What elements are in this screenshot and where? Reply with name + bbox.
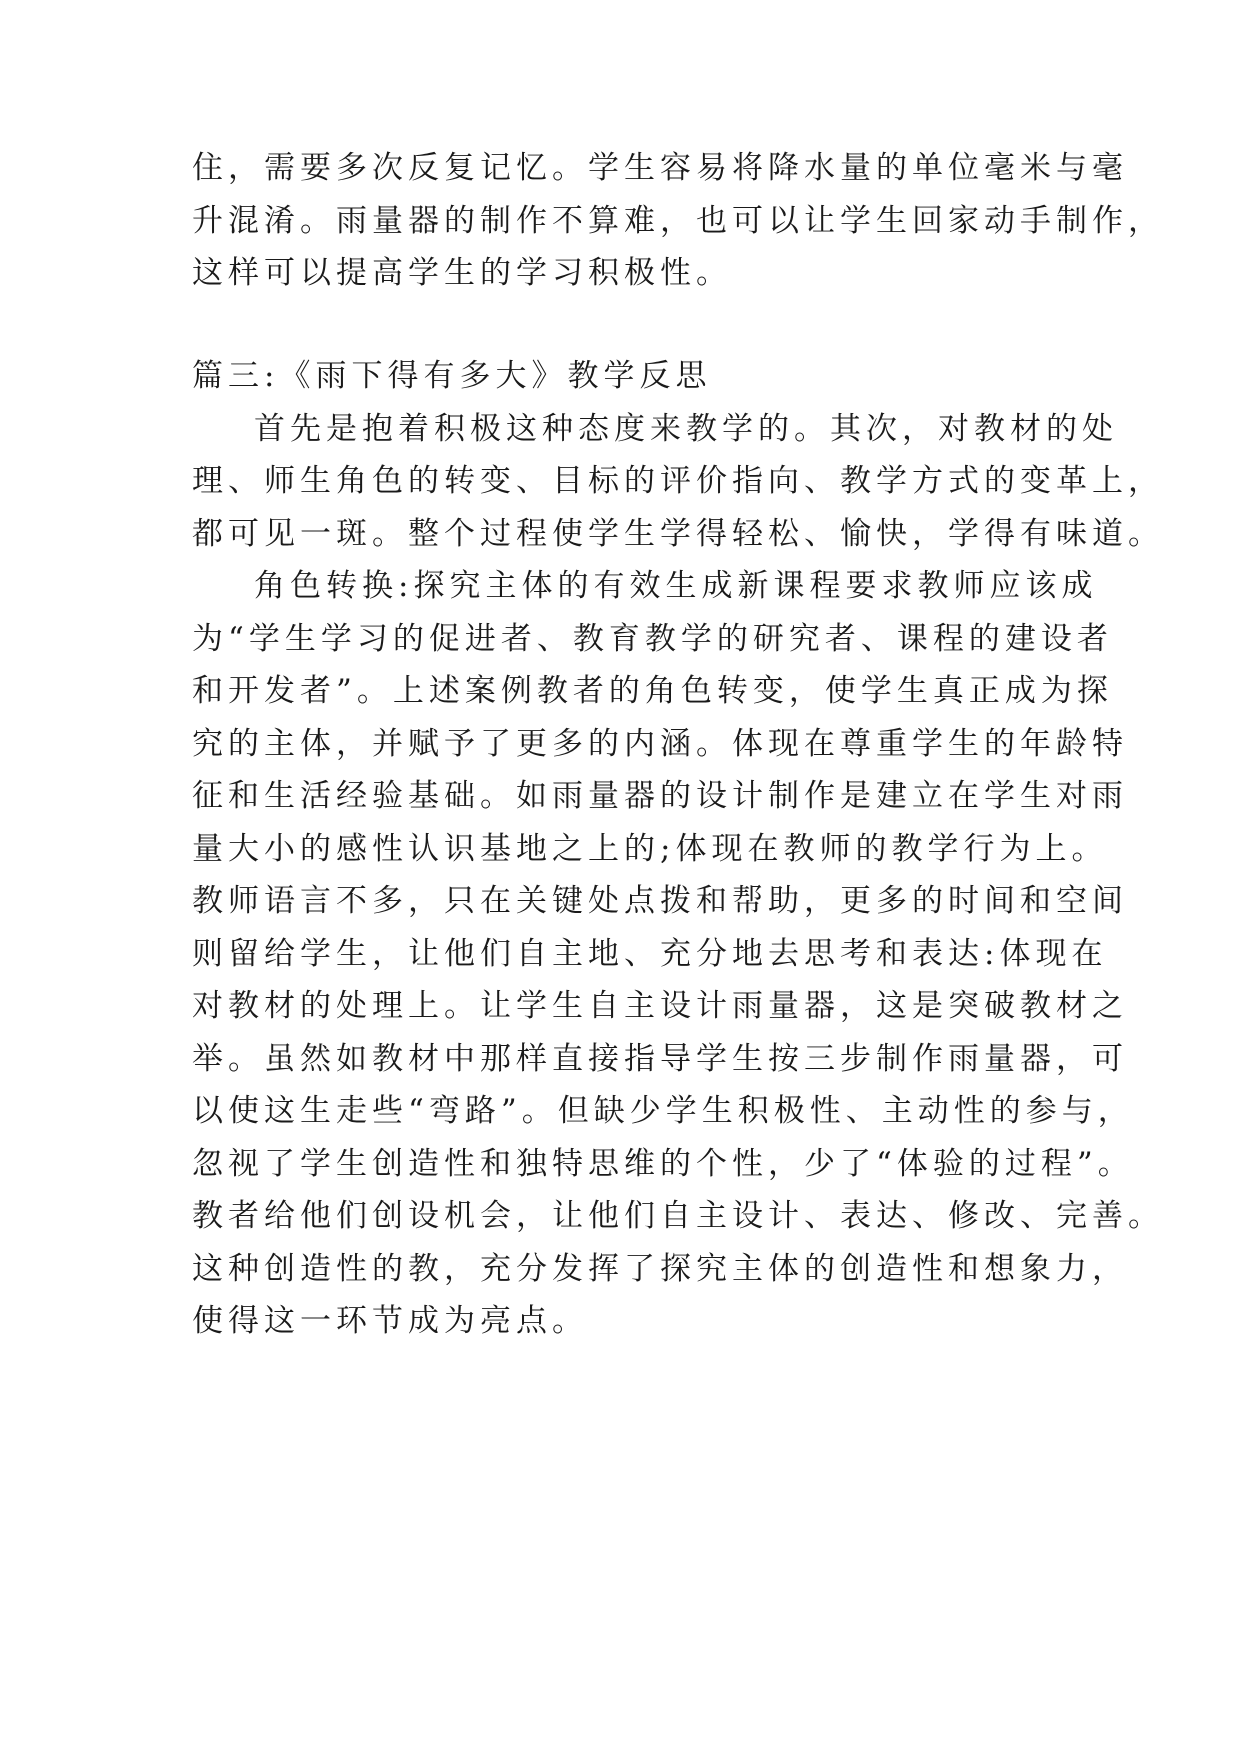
paragraph-2-line-8: 则留给学生，让他们自主地、充分地去思考和表达:体现在 xyxy=(192,936,1108,972)
paragraph-2-line-9: 对教材的处理上。让学生自主设计雨量器，这是突破教材之 xyxy=(192,988,1128,1024)
paragraph-2-line-12: 忽视了学生创造性和独特思维的个性，少了“体验的过程”。 xyxy=(192,1146,1134,1182)
paragraph-2-line-10: 举。虽然如教材中那样直接指导学生按三步制作雨量器，可 xyxy=(192,1041,1128,1077)
paragraph-2-line-1: 角色转换:探究主体的有效生成新课程要求教师应该成 xyxy=(254,568,1098,604)
paragraph-2-line-15: 使得这一环节成为亮点。 xyxy=(192,1303,588,1339)
paragraph-2-line-6: 量大小的感性认识基地之上的;体现在教师的教学行为上。 xyxy=(192,831,1108,867)
paragraph-2-line-3: 和开发者”。上述案例教者的角色转变，使学生真正成为探 xyxy=(192,673,1113,709)
paragraph-2-line-2: 为“学生学习的促进者、教育教学的研究者、课程的建设者 xyxy=(192,621,1113,657)
intro-line-1: 住，需要多次反复记忆。学生容易将降水量的单位毫米与毫 xyxy=(192,150,1128,186)
paragraph-2-line-7: 教师语言不多，只在关键处点拨和帮助，更多的时间和空间 xyxy=(192,883,1128,919)
paragraph-1-line-2: 理、师生角色的转变、目标的评价指向、教学方式的变革上， xyxy=(192,463,1164,499)
paragraph-2-line-11: 以使这生走些“弯路”。但缺少学生积极性、主动性的参与， xyxy=(192,1093,1134,1129)
intro-line-3: 这样可以提高学生的学习积极性。 xyxy=(192,255,732,291)
paragraph-2-line-13: 教者给他们创设机会，让他们自主设计、表达、修改、完善。 xyxy=(192,1198,1164,1234)
paragraph-1-line-3: 都可见一斑。整个过程使学生学得轻松、愉快，学得有味道。 xyxy=(192,516,1164,552)
section-title: 篇三:《雨下得有多大》教学反思 xyxy=(192,358,712,394)
paragraph-1-line-1: 首先是抱着积极这种态度来教学的。其次，对教材的处 xyxy=(254,411,1118,447)
paragraph-2-line-4: 究的主体，并赋予了更多的内涵。体现在尊重学生的年龄特 xyxy=(192,726,1128,762)
intro-line-2: 升混淆。雨量器的制作不算难，也可以让学生回家动手制作， xyxy=(192,203,1164,239)
paragraph-2-line-14: 这种创造性的教，充分发挥了探究主体的创造性和想象力， xyxy=(192,1251,1128,1287)
paragraph-2-line-5: 征和生活经验基础。如雨量器的设计制作是建立在学生对雨 xyxy=(192,778,1128,814)
